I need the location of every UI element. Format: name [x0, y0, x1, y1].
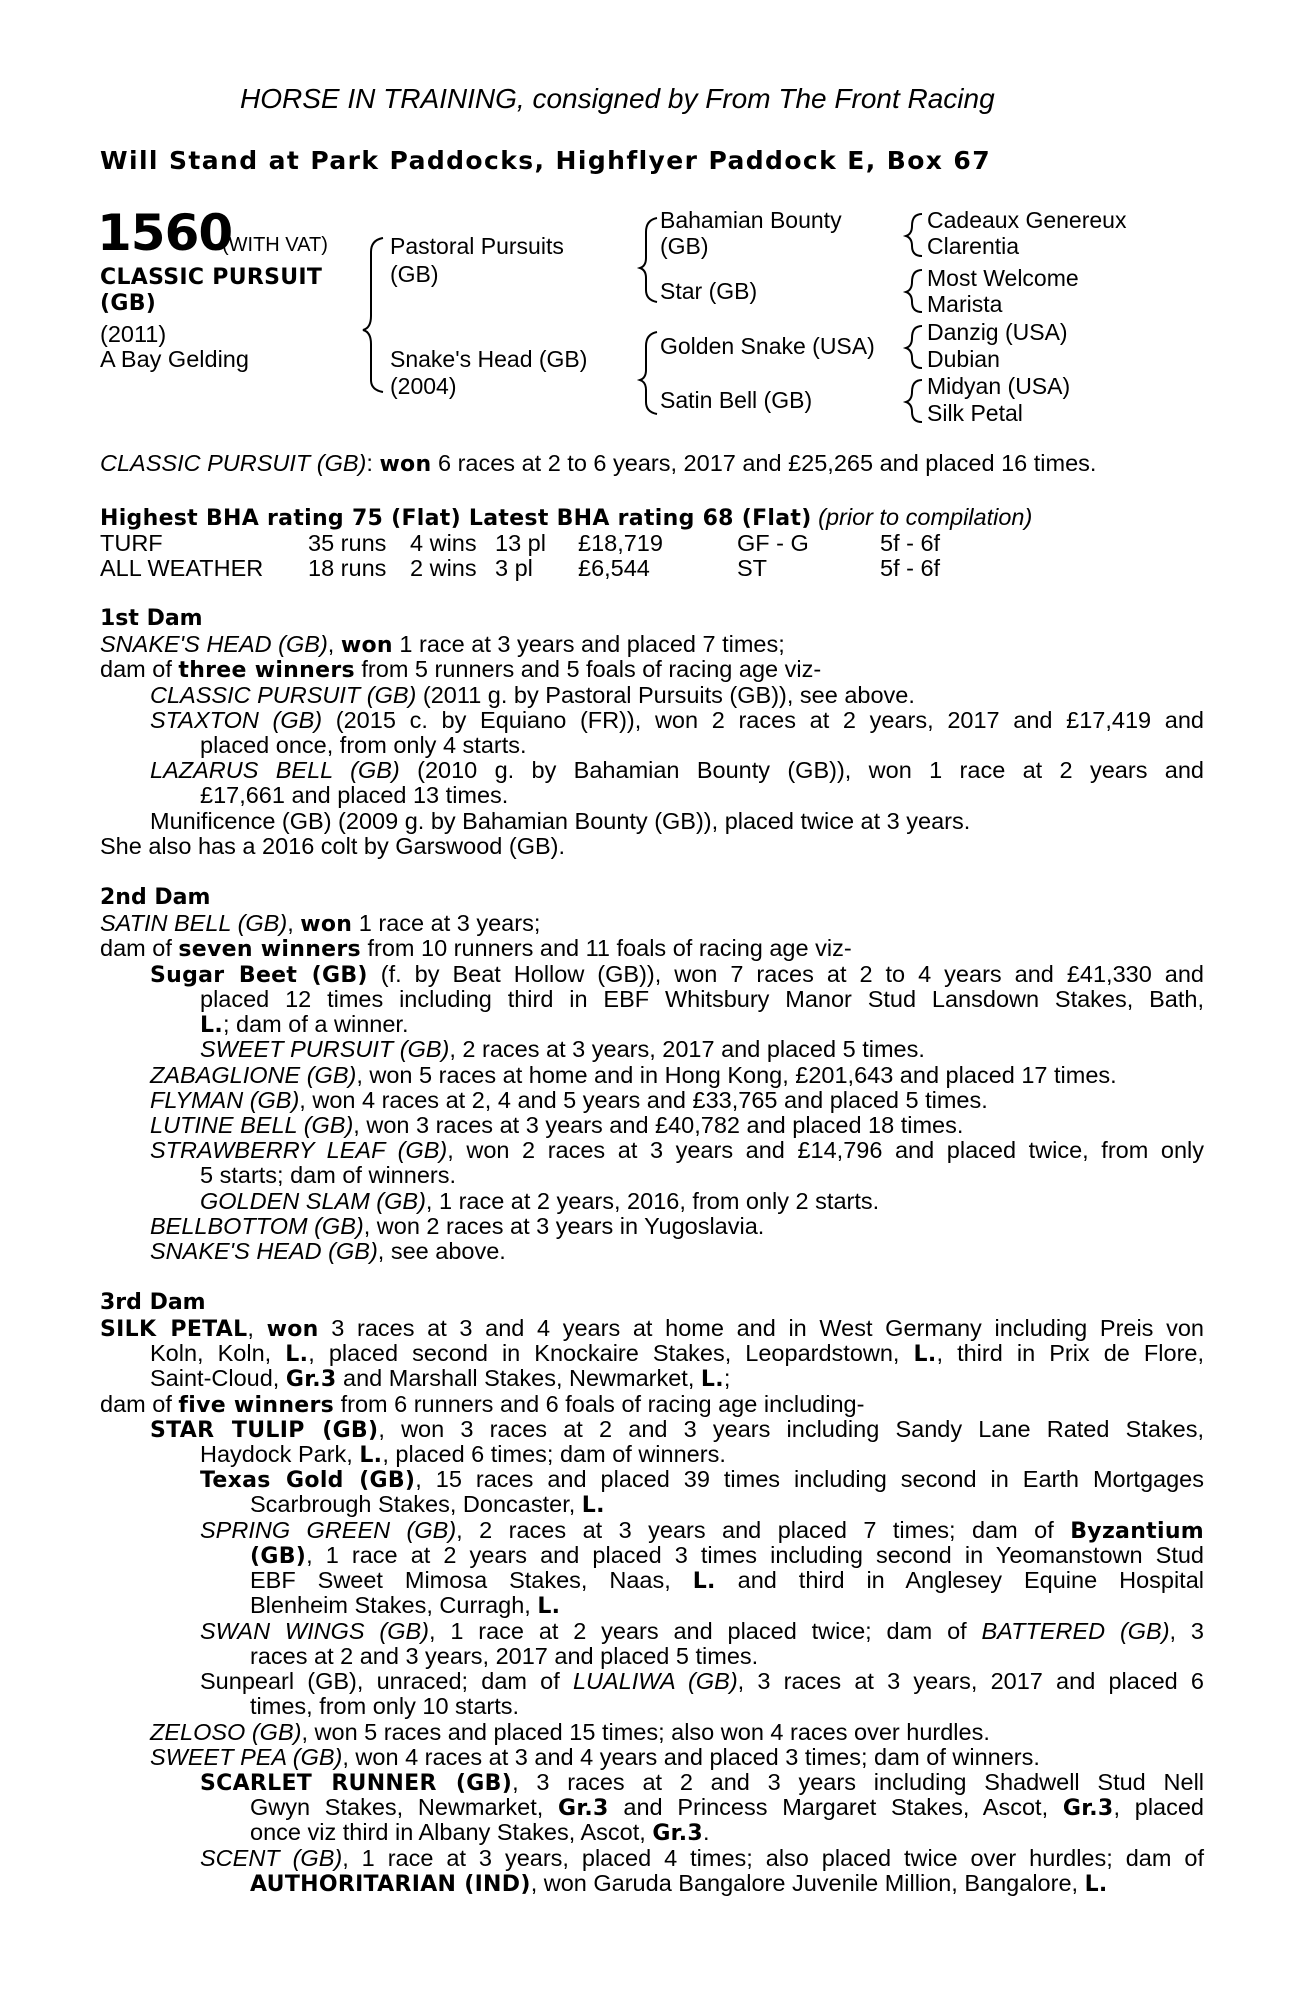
- third-dam-line: Koln, Koln, L., placed second in Knockaire Stakes, Leopardstown, L., third in Prix de Flore,: [150, 1340, 1204, 1367]
- aw-placed: 3 pl: [495, 555, 533, 581]
- produce-line: SCENT (GB), 1 race at 3 years, placed 4 times; also placed twice over hurdles; dam of: [200, 1845, 1204, 1871]
- produce-line: STRAWBERRY LEAF (GB), won 2 races at 3 years and £14,796 and placed twice, from only: [150, 1137, 1204, 1163]
- dam-year: (2004): [390, 373, 457, 399]
- produce-line: GOLDEN SLAM (GB), 1 race at 2 years, 2016, from only 2 starts.: [200, 1188, 880, 1214]
- produce-line: Sugar Beet (GB) (f. by Beat Hollow (GB)), won 7 races at 2 to 4 years and £41,330 and: [150, 961, 1204, 988]
- produce-line: Haydock Park, L., placed 6 times; dam of winners.: [200, 1441, 726, 1468]
- sire-dam: Star (GB): [660, 278, 758, 304]
- first-dam-line: SNAKE'S HEAD (GB), won 1 race at 3 years and placed 7 times;: [100, 631, 785, 658]
- turf-placed: 13 pl: [495, 530, 546, 556]
- third-dam-heading: 3rd Dam: [100, 1290, 206, 1315]
- sds: Most Welcome: [927, 265, 1079, 291]
- first-dam-note: She also has a 2016 colt by Garswood (GB).: [100, 833, 566, 859]
- produce-line: AUTHORITARIAN (IND), won Garuda Bangalore Juvenile Million, Bangalore, L.: [250, 1870, 1108, 1897]
- horse-name: CLASSIC PURSUIT: [100, 265, 323, 290]
- first-dam-produce: dam of three winners from 5 runners and 5 foals of racing age viz-: [100, 656, 822, 683]
- first-dam-heading: 1st Dam: [100, 606, 203, 631]
- aw-runs: 18 runs: [308, 555, 387, 581]
- stand-location: Will Stand at Park Paddocks, Highflyer Paddock E, Box 67: [100, 146, 992, 175]
- produce-line: SWEET PEA (GB), won 4 races at 3 and 4 years and placed 3 times; dam of winners.: [150, 1744, 1040, 1770]
- dam-dam: Satin Bell (GB): [660, 387, 813, 413]
- produce-line: Blenheim Stakes, Curragh, L.: [250, 1592, 561, 1619]
- turf-amount: £18,719: [578, 530, 663, 556]
- produce-line: STAR TULIP (GB), won 3 races at 2 and 3 years including Sandy Lane Rated Stakes,: [150, 1416, 1204, 1443]
- sire-country: (GB): [390, 261, 439, 287]
- ddd: Silk Petal: [927, 400, 1023, 426]
- dam-sire: Golden Snake (USA): [660, 333, 875, 359]
- horse-name-country: (GB): [100, 291, 157, 316]
- page-title: HORSE IN TRAINING, consigned by From The Front Racing: [240, 83, 995, 114]
- second-dam-line: SATIN BELL (GB), won 1 race at 3 years;: [100, 910, 541, 937]
- turf-wins: 4 wins: [410, 530, 477, 556]
- produce-line: BELLBOTTOM (GB), won 2 races at 3 years in Yugoslavia.: [150, 1213, 765, 1239]
- lot-number: 1560: [97, 204, 233, 262]
- produce-line: LUTINE BELL (GB), won 3 races at 3 years and £40,782 and placed 18 times.: [150, 1112, 964, 1138]
- turf-going: GF - G: [737, 530, 809, 556]
- produce-line: Texas Gold (GB), 15 races and placed 39 times including second in Earth Mortgages: [200, 1466, 1204, 1493]
- produce-line: ZABAGLIONE (GB), won 5 races at home and in Hong Kong, £201,643 and placed 17 times.: [150, 1062, 1117, 1088]
- sdd: Marista: [927, 291, 1003, 317]
- produce-line: SNAKE'S HEAD (GB), see above.: [150, 1238, 506, 1264]
- produce-line: STAXTON (GB) (2015 c. by Equiano (FR)), won 2 races at 2 years, 2017 and £17,419 and: [150, 707, 1204, 733]
- dam-name: Snake's Head (GB): [390, 346, 588, 372]
- turf-distance: 5f - 6f: [880, 530, 941, 556]
- bha-rating: Highest BHA rating 75 (Flat) Latest BHA rating 68 (Flat) (prior to compilation): [100, 504, 1033, 531]
- second-dam-heading: 2nd Dam: [100, 885, 211, 910]
- produce-line: Scarbrough Stakes, Doncaster, L.: [250, 1491, 605, 1518]
- produce-line: SCARLET RUNNER (GB), 3 races at 2 and 3 years including Shadwell Stud Nell: [200, 1769, 1205, 1796]
- dsd: Dubian: [927, 346, 1000, 372]
- horse-description: A Bay Gelding: [100, 346, 249, 372]
- produce-line: placed once, from only 4 starts.: [200, 732, 527, 758]
- dds: Midyan (USA): [927, 373, 1071, 399]
- produce-line: FLYMAN (GB), won 4 races at 2, 4 and 5 years and £33,765 and placed 5 times.: [150, 1087, 988, 1113]
- sire-sire: Bahamian Bounty: [660, 207, 842, 233]
- aw-going: ST: [737, 555, 768, 581]
- produce-line: Sunpearl (GB), unraced; dam of LUALIWA (GB), 3 races at 3 years, 2017 and placed 6: [200, 1668, 1204, 1694]
- aw-amount: £6,544: [578, 555, 650, 581]
- sss: Cadeaux Genereux: [927, 207, 1127, 233]
- produce-line: SWEET PURSUIT (GB), 2 races at 3 years, 2017 and placed 5 times.: [200, 1036, 925, 1062]
- produce-line: EBF Sweet Mimosa Stakes, Naas, L. and third in Anglesey Equine Hospital: [250, 1567, 1205, 1594]
- aw-surface: ALL WEATHER: [100, 555, 264, 581]
- produce-line: L.; dam of a winner.: [200, 1011, 409, 1038]
- produce-line: ZELOSO (GB), won 5 races and placed 15 times; also won 4 races over hurdles.: [150, 1719, 990, 1745]
- dss: Danzig (USA): [927, 319, 1068, 345]
- turf-runs: 35 runs: [308, 530, 387, 556]
- turf-surface: TURF: [100, 530, 163, 556]
- produce-line: races at 2 and 3 years, 2017 and placed 5 times.: [250, 1643, 759, 1669]
- foaling-year: (2011): [100, 321, 167, 347]
- produce-line: CLASSIC PURSUIT (GB) (2011 g. by Pastoral Pursuits (GB)), see above.: [150, 682, 915, 708]
- sire-name: Pastoral Pursuits: [390, 233, 564, 259]
- produce-line: times, from only 10 starts.: [250, 1693, 520, 1719]
- produce-line: Gwyn Stakes, Newmarket, Gr.3 and Princess Margaret Stakes, Ascot, Gr.3, placed: [250, 1794, 1205, 1821]
- produce-line: once viz third in Albany Stakes, Ascot, Gr.3.: [250, 1819, 710, 1846]
- produce-line: £17,661 and placed 13 times.: [200, 782, 509, 808]
- produce-line: (GB), 1 race at 2 years and placed 3 times including second in Yeomanstown Stud: [250, 1542, 1204, 1569]
- produce-line: placed 12 times including third in EBF Whitsbury Manor Stud Lansdown Stakes, Bath,: [200, 986, 1204, 1012]
- ssd: Clarentia: [927, 233, 1020, 259]
- produce-line: 5 starts; dam of winners.: [200, 1162, 456, 1188]
- sire-sire-country: (GB): [660, 233, 709, 259]
- second-dam-produce: dam of seven winners from 10 runners and 11 foals of racing age viz-: [100, 935, 852, 962]
- produce-line: SWAN WINGS (GB), 1 race at 2 years and placed twice; dam of BATTERED (GB), 3: [200, 1618, 1204, 1644]
- third-dam-produce: dam of five winners from 6 runners and 6 foals of racing age including-: [100, 1391, 865, 1418]
- third-dam-line: SILK PETAL, won 3 races at 3 and 4 years at home and in West Germany including Preis von: [100, 1315, 1204, 1342]
- race-summary: CLASSIC PURSUIT (GB): won 6 races at 2 to 6 years, 2017 and £25,265 and placed 16 times.: [100, 450, 1097, 477]
- vat-note: (WITH VAT): [222, 234, 328, 256]
- produce-line: Munificence (GB) (2009 g. by Bahamian Bounty (GB)), placed twice at 3 years.: [150, 808, 971, 834]
- aw-distance: 5f - 6f: [880, 555, 941, 581]
- produce-line: LAZARUS BELL (GB) (2010 g. by Bahamian Bounty (GB)), won 1 race at 2 years and: [150, 757, 1204, 783]
- produce-line: SPRING GREEN (GB), 2 races at 3 years and placed 7 times; dam of Byzantium: [200, 1517, 1204, 1544]
- aw-wins: 2 wins: [410, 555, 477, 581]
- third-dam-line: Saint-Cloud, Gr.3 and Marshall Stakes, Newmarket, L.;: [150, 1365, 731, 1392]
